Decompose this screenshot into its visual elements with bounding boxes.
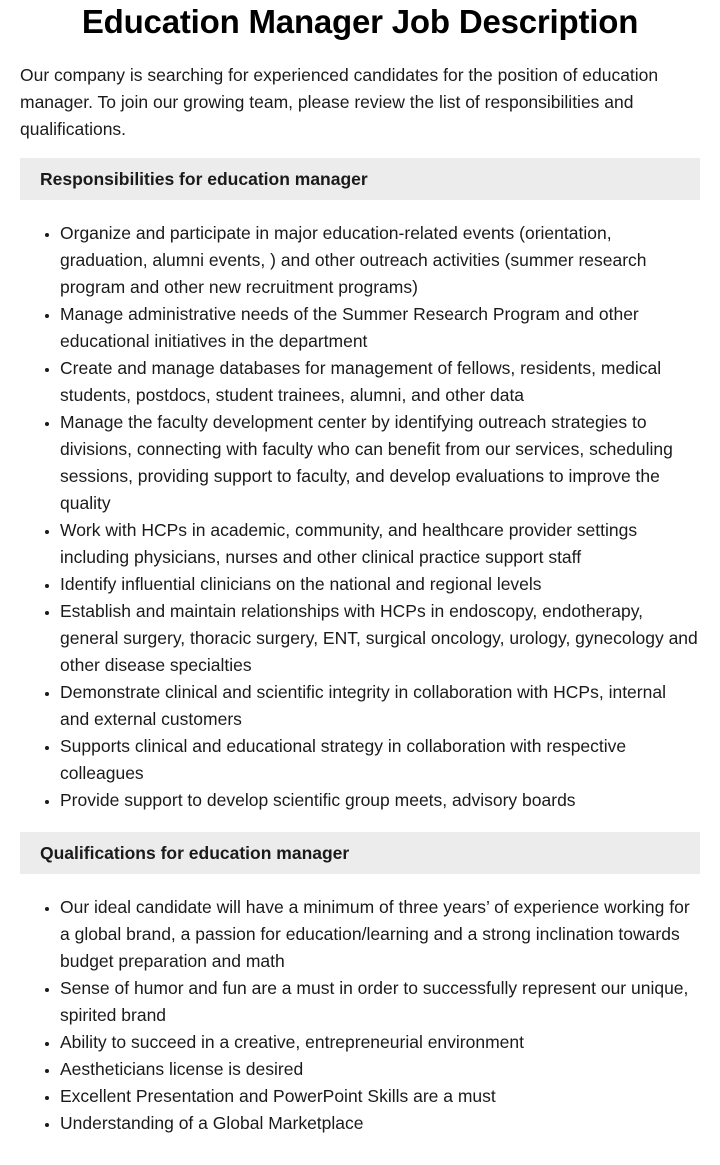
qualifications-section: [20, 832, 700, 1137]
list-item: • Establish and maintain relationships with HCPs in endoscopy, endotherapy, general surgery, thoracic surgery, ENT, surgical oncology, urology, gynecology and other disease specialties: [60, 598, 700, 679]
intro-paragraph: Our company is searching for experienced candidates for the position of education manager. To join our growing team, please review the list of responsibilities and qualifications.: [20, 65, 659, 139]
page-title: Education Manager Job Description: [81, 3, 639, 40]
list-item: • Create and manage databases for management of fellows, residents, medical students, postdocs, student trainees, alumni, and other data: [60, 355, 700, 409]
list-item: • Supports clinical and educational strategy in collaboration with respective colleagues: [60, 733, 700, 787]
list-item: • Aestheticians license is desired: [60, 1056, 700, 1083]
list-item: • Organize and participate in major education-related events (orientation, graduation, alumni events, ) and other outreach activities (summer research program and other new recruitment programs): [60, 220, 700, 301]
list-item: • Excellent Presentation and PowerPoint Skills are a must: [60, 1083, 700, 1110]
list-item: • Ability to succeed in a creative, entrepreneurial environment: [60, 1029, 700, 1056]
qualifications-heading: Qualifications for education manager: [20, 832, 700, 874]
list-item: • Understanding of a Global Marketplace: [60, 1110, 700, 1137]
list-item: • Identify influential clinicians on the national and regional levels: [60, 571, 700, 598]
list-item: • Our ideal candidate will have a minimum of three years’ of experience working for a global brand, a passion for education/learning and a strong inclination towards budget preparation and math: [60, 894, 700, 975]
list-item: • Work with HCPs in academic, community, and healthcare provider settings including physicians, nurses and other clinical practice support staff: [60, 517, 700, 571]
list-item: • Sense of humor and fun are a must in order to successfully represent our unique, spirited brand: [60, 975, 700, 1029]
responsibilities-section: [20, 158, 700, 814]
list-item: • Demonstrate clinical and scientific integrity in collaboration with HCPs, internal and external customers: [60, 679, 700, 733]
list-item: • Provide support to develop scientific group meets, advisory boards: [60, 787, 700, 814]
list-item: • Manage administrative needs of the Summer Research Program and other educational initiatives in the department: [60, 301, 700, 355]
list-item: • Manage the faculty development center by identifying outreach strategies to divisions, connecting with faculty who can benefit from our services, scheduling sessions, providing support to faculty, and develop evaluations to improve the quality: [60, 409, 700, 517]
qualifications-list: [20, 894, 700, 1137]
responsibilities-heading: Responsibilities for education manager: [20, 158, 700, 200]
responsibilities-list: [20, 220, 700, 814]
